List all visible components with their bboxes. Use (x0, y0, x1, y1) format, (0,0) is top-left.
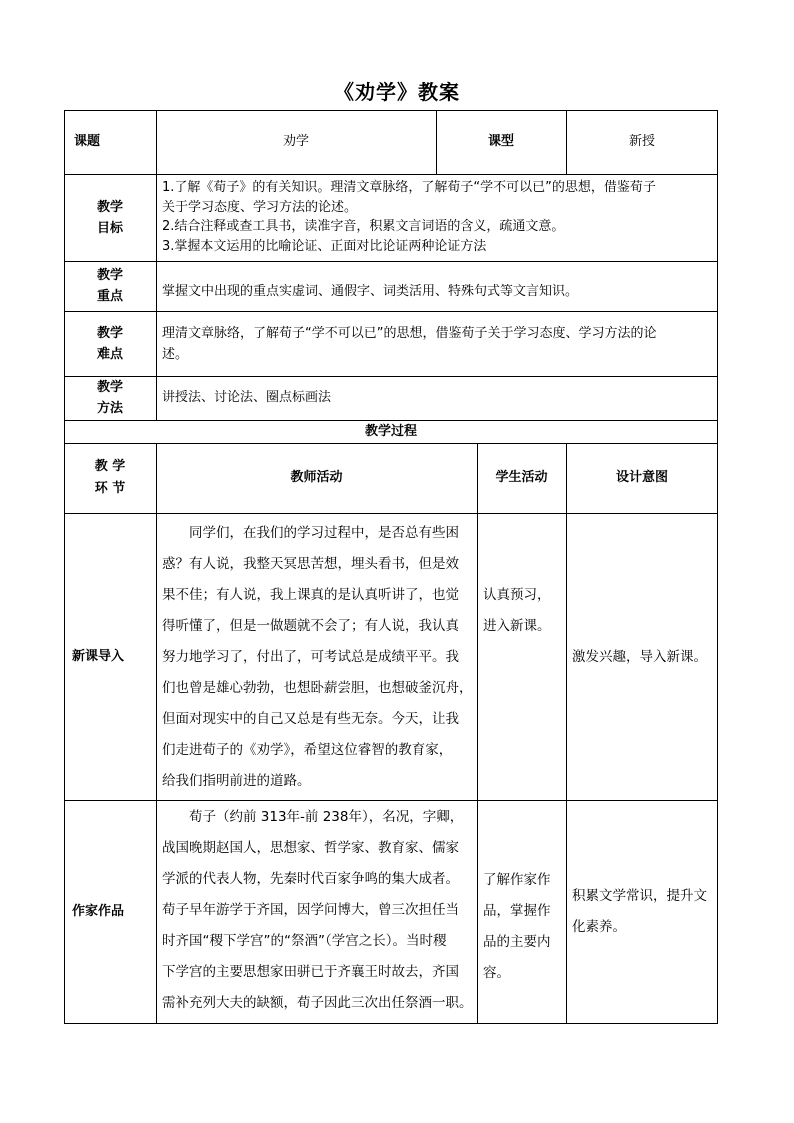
objectives-content (156, 174, 718, 261)
teacher-line: 学派的代表人物，先秦时代百家争鸣的集大成者。 (162, 871, 459, 887)
methods-label: 教学 方法 (96, 380, 123, 416)
teacher-line: 荀子早年游学于齐国，因学问博大，曾三次担任当 (162, 902, 459, 918)
objective-line: 3.掌握本文运用的比喻论证、正面对比论证两种论证方法 (162, 238, 487, 254)
intent-line: 激发兴趣，导入新课。 (572, 649, 707, 665)
teacher-line: 得听懂了，但是一做题就不会了；有人说，我认真 (162, 618, 459, 634)
teacher-activity (162, 802, 476, 1019)
objective-line: 2.结合注释或查工具书，读准字音，积累文言词语的含义，疏通文意。 (162, 219, 565, 234)
topic-label: 课题 (74, 134, 101, 149)
teacher-line: 同学们，在我们的学习过程中，是否总有些困 (189, 525, 459, 541)
stage-cell: 新课导入 (72, 648, 125, 664)
topic-value: 劝学 (282, 134, 309, 149)
design-intent (572, 881, 717, 943)
teacher-line: 但面对现实中的自己又总是有些无奈。今天，让我 (162, 711, 459, 727)
objective-line: 关于学习态度、学习方法的论述。 (162, 199, 358, 215)
student-activity (483, 580, 565, 642)
intent-line: 积累文学常识，提升文 (572, 888, 707, 904)
key-points-label: 教学 重点 (96, 268, 123, 304)
key-points-text: 掌握文中出现的重点实虚词、通假字、词类活用、特殊句式等文言知识。 (162, 284, 579, 299)
difficulty-line: 述。 (162, 347, 189, 362)
teacher-line: 下学宫的主要思想家田骈已于齐襄王时故去，齐国 (162, 964, 459, 980)
type-value: 新授 (628, 134, 655, 149)
process-heading: 教学过程 (364, 423, 417, 439)
stage-cell: 作家作品 (72, 904, 125, 919)
objective-line: 1.了解《荀子》的有关知识。理清文章脉络，了解荀子“学不可以已”的思想，借鉴荀子 (162, 180, 656, 195)
teacher-line: 们走进荀子的《劝学》，希望这位睿智的教育家， (162, 742, 453, 758)
student-line: 认真预习， (483, 587, 551, 603)
difficulty-line: 理清文章脉络，了解荀子“学不可以已”的思想，借鉴荀子关于学习态度、学习方法的论 (162, 326, 657, 341)
lesson-plan-table (64, 110, 718, 1024)
stage-column-header: 教 学 环 节 (94, 459, 126, 496)
teacher-line: 们也曾是雄心勃勃，也想卧薪尝胆，也想破釜沉舟， (162, 680, 473, 696)
student-line: 品的主要内 (483, 934, 551, 950)
teacher-line: 需补充列大夫的缺额，荀子因此三次出任祭酒一职。 (162, 995, 473, 1011)
student-column-header: 学生活动 (495, 470, 548, 485)
teacher-activity (162, 518, 474, 797)
design-intent (572, 642, 717, 673)
teacher-line: 给我们指明前进的道路。 (162, 773, 311, 789)
teacher-line: 果不佳；有人说，我上课真的是认真听讲了，也觉 (162, 587, 459, 603)
teacher-line: 努力地学习了，付出了，可考试总是成绩平平。我 (162, 649, 459, 665)
student-line: 进入新课。 (483, 618, 551, 634)
teacher-line: 惑？有人说，我整天冥思苦想，埋头看书，但是效 (162, 556, 459, 572)
difficulties-label: 教学 难点 (96, 325, 123, 362)
intent-column-header: 设计意图 (615, 470, 668, 485)
teacher-line: 时齐国“稷下学宫”的“祭酒”（学宫之长）。当时稷 (162, 933, 447, 949)
objectives-label: 教学 目标 (96, 199, 123, 236)
student-line: 了解作家作 (483, 872, 551, 888)
page-title: 《劝学》教案 (334, 80, 460, 104)
intent-line: 化素养。 (572, 919, 626, 935)
teacher-line: 荀子（约前 313年-前 238年），名况，字卿， (189, 809, 464, 825)
teacher-line: 战国晚期赵国人，思想家、哲学家、教育家、儒家 (162, 840, 459, 856)
type-label: 课型 (487, 134, 514, 149)
student-line: 品，掌握作 (483, 903, 551, 919)
student-line: 容。 (483, 965, 510, 981)
student-activity (483, 865, 565, 989)
teacher-column-header: 教师活动 (290, 470, 343, 485)
difficulties-content (156, 311, 718, 376)
methods-text: 讲授法、讨论法、圈点标画法 (162, 390, 332, 405)
